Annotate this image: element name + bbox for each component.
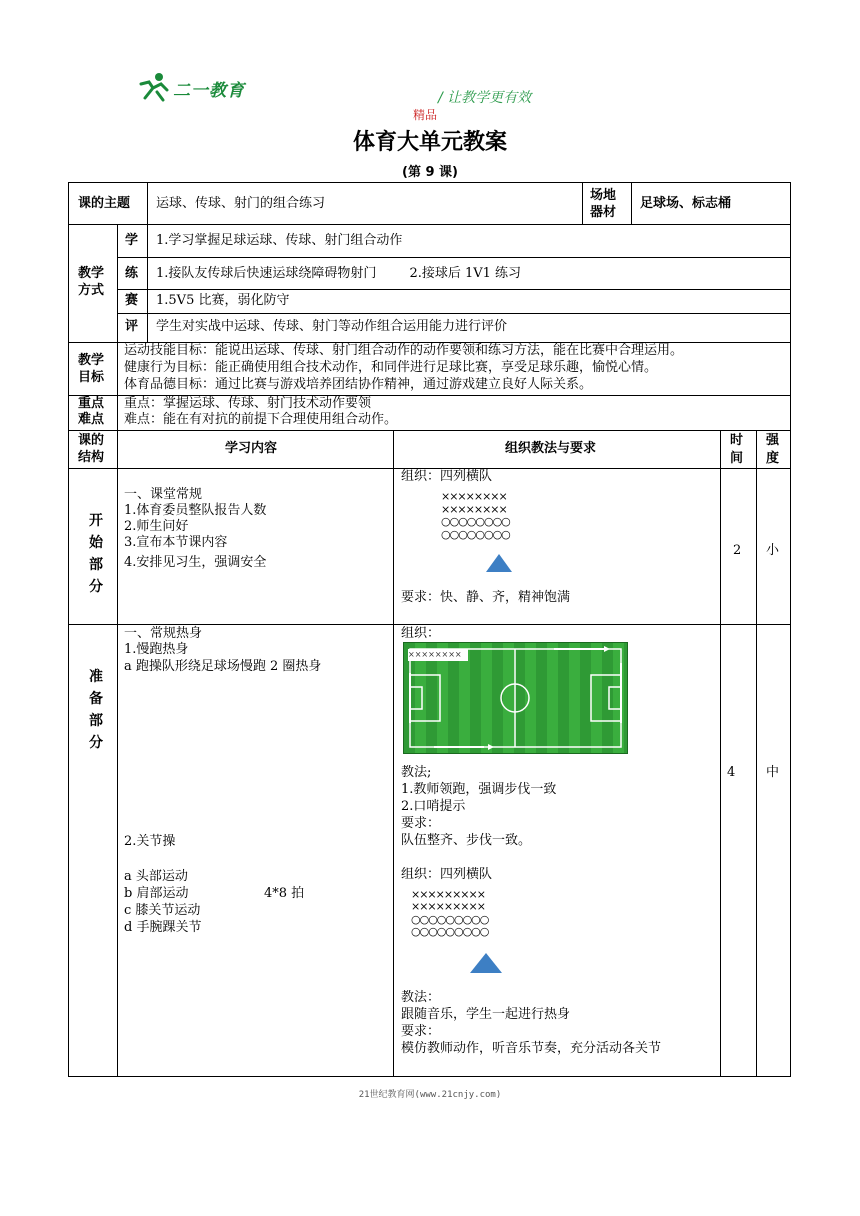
method-key: 评 [125, 319, 139, 334]
method-text: 1.接队友传球后快速运球绕障碍物射门 2.接球后 1V1 练习 [156, 266, 522, 281]
org-text: 组织： [401, 626, 441, 641]
org-text: 组织：四列横队 [401, 867, 493, 882]
runner-icon [137, 70, 173, 104]
method-line: 教法; [401, 765, 432, 780]
content-line: d 手腕踝关节 [124, 920, 202, 935]
venue-value: 足球场、标志桶 [640, 196, 732, 211]
formation-row: ○○○○○○○○○ [411, 913, 489, 926]
requirement-text: 要求：快、静、齐，精神饱满 [401, 590, 571, 605]
goal-line: 体育品德目标：通过比赛与游戏培养团结协作精神，通过游戏建立良好人际关系。 [124, 377, 593, 392]
method-line: 要求： [401, 816, 441, 831]
org-text: 组织：四列横队 [401, 469, 493, 484]
method-key: 学 [125, 233, 139, 248]
page-title: 体育大单元教案 [352, 130, 507, 155]
topic-label: 课的主题 [78, 196, 131, 211]
section-prep-label: 准 备 部 分 [89, 669, 103, 751]
goals-label: 教学目标 [78, 353, 105, 385]
method-line: 2.口哨提示 [401, 799, 466, 814]
teacher-triangle-icon [469, 952, 503, 974]
lesson-number: (第 9 课) [402, 165, 458, 180]
method-line: 模仿教师动作，听音乐节奏，充分活动各关节 [401, 1041, 662, 1056]
intensity-value: 中 [766, 765, 780, 780]
header-content: 学习内容 [225, 441, 278, 456]
header-method: 组织教法与要求 [505, 441, 597, 456]
formation-row: ××××××××× [411, 888, 485, 901]
field-label: ×××××××× [408, 649, 468, 661]
intensity-value: 小 [766, 543, 780, 558]
method-line: 跟随音乐，学生一起进行热身 [401, 1007, 571, 1022]
venue-label: 场地器材 [590, 188, 617, 220]
header-structure: 课的结构 [78, 433, 105, 465]
methods-label: 教学方式 [78, 266, 105, 298]
header-time: 时间 [730, 433, 744, 466]
content-line: 1.体育委员整队报告人数 [124, 503, 267, 518]
method-line: 要求： [401, 1024, 441, 1039]
formation-row: ○○○○○○○○ [441, 515, 510, 528]
topic-value: 运球、传球、射门的组合练习 [156, 196, 326, 211]
time-value: 4 [727, 765, 736, 780]
content-line: 一、课堂常规 [124, 487, 203, 502]
method-line: 1.教师领跑，强调步伐一致 [401, 782, 557, 797]
formation-row: ×××××××× [441, 490, 507, 503]
quality-tag: 精品 [413, 108, 438, 122]
keypoint-line: 重点：掌握运球、传球、射门技术动作要领 [124, 396, 372, 411]
beats-text: 4*8 拍 [264, 886, 305, 901]
keypoint-line: 难点：能在有对抗的前提下合理使用组合动作。 [124, 412, 398, 427]
content-line: c 膝关节运动 [124, 903, 201, 918]
method-key: 练 [125, 266, 139, 281]
goal-line: 运动技能目标：能说出运球、传球、射门组合动作的动作要领和练习方法，能在比赛中合理运用。 [124, 343, 684, 358]
time-value: 2 [733, 543, 742, 558]
method-text: 1.学习掌握足球运球、传球、射门组合动作 [156, 233, 403, 248]
method-key: 赛 [125, 293, 139, 308]
content-line: 2.师生问好 [124, 519, 189, 534]
content-line: 1.慢跑热身 [124, 642, 189, 657]
formation-row: ○○○○○○○○○ [411, 925, 489, 938]
content-line: 3.宣布本节课内容 [124, 535, 228, 550]
logo-text: 二一教育 [173, 81, 245, 101]
teacher-triangle-icon [485, 553, 513, 573]
formation-row: ○○○○○○○○ [441, 528, 510, 541]
method-line: 教法： [401, 990, 441, 1005]
content-line: b 肩部运动 [124, 886, 189, 901]
footer: 21世纪教育网(www.21cnjy.com) [358, 1090, 502, 1100]
content-line: 4.安排见习生，强调安全 [124, 555, 267, 570]
slogan: / 让教学更有效 [438, 90, 532, 106]
method-text: 学生对实战中运球、传球、射门等动作组合运用能力进行评价 [156, 319, 508, 334]
method-text: 1.5V5 比赛，弱化防守 [156, 293, 290, 308]
section-start-label: 开 始 部 分 [89, 513, 103, 595]
content-line: 一、常规热身 [124, 626, 203, 641]
keypoints-label: 重点难点 [78, 396, 105, 427]
logo [137, 70, 257, 104]
content-line: a 头部运动 [124, 869, 188, 884]
formation-row: ×××××××× [441, 503, 507, 516]
content-line: a 跑操队形绕足球场慢跑 2 圈热身 [124, 659, 322, 674]
formation-row: ××××××××× [411, 900, 485, 913]
header-intensity: 强度 [766, 433, 780, 466]
goal-line: 健康行为目标：能正确使用组合技术动作，和同伴进行足球比赛，享受足球乐趣，愉悦心情。 [124, 360, 658, 375]
method-line: 队伍整齐、步伐一致。 [401, 833, 532, 848]
content-line: 2.关节操 [124, 834, 176, 849]
football-field [403, 642, 628, 754]
